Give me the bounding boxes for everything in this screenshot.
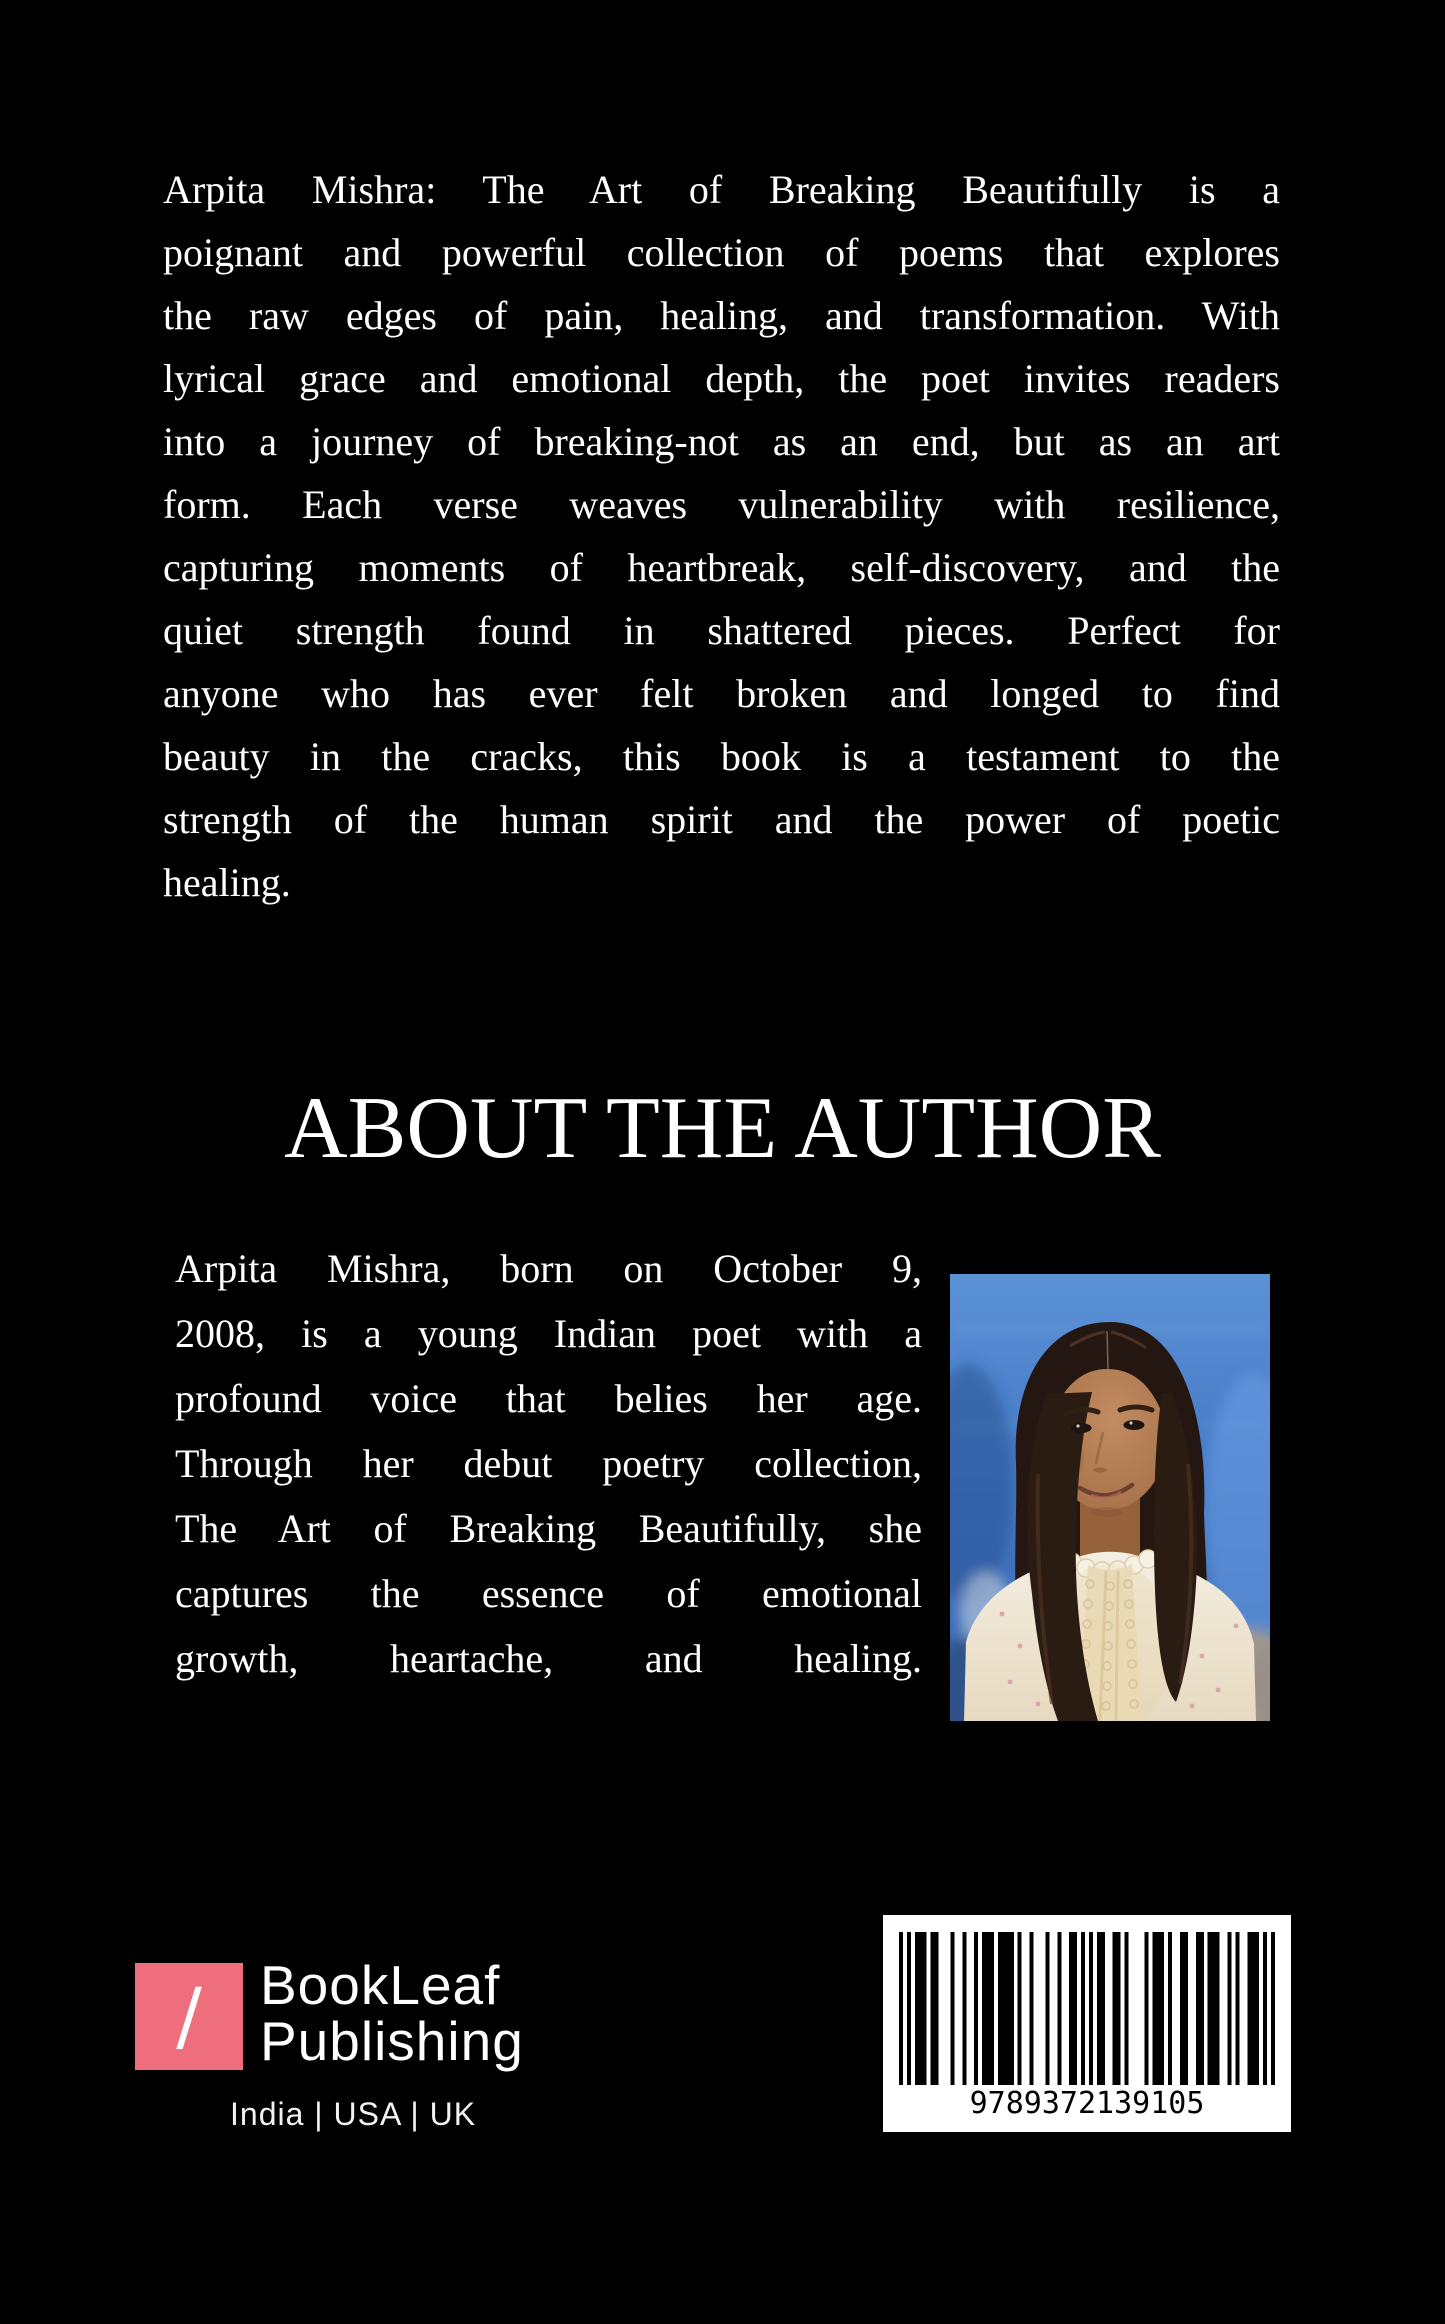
synopsis-line-9: anyone who has ever felt broken and longed to find xyxy=(163,671,1280,716)
slash-icon: / xyxy=(176,1971,202,2060)
publisher-name-line-1: BookLeaf xyxy=(260,1954,501,2016)
synopsis-line-5: into a journey of breaking-not as an end, but as an art xyxy=(163,419,1280,464)
publisher-name-line-2: Publishing xyxy=(260,2010,524,2072)
barcode-number: 9789372139105 xyxy=(969,2086,1205,2121)
synopsis-line-2: poignant and powerful collection of poems that explores xyxy=(163,230,1280,275)
bio-line-7: growth, heartache, and healing. xyxy=(175,1636,922,1681)
author-portrait-illustration xyxy=(950,1274,1270,1721)
publisher-regions: India | USA | UK xyxy=(230,2096,477,2132)
synopsis-line-7: capturing moments of heartbreak, self-discovery, and the xyxy=(163,545,1280,590)
author-photo xyxy=(950,1274,1270,1721)
synopsis-line-1: Arpita Mishra: The Art of Breaking Beautifully is a xyxy=(163,167,1280,212)
bio-line-1: Arpita Mishra, born on October 9, xyxy=(175,1246,922,1291)
bio-line-6: captures the essence of emotional xyxy=(175,1571,922,1616)
bio-line-4: Through her debut poetry collection, xyxy=(175,1441,922,1486)
synopsis xyxy=(163,158,1280,914)
bio-line-2: 2008, is a young Indian poet with a xyxy=(175,1311,922,1356)
about-the-author-heading: ABOUT THE AUTHOR xyxy=(284,1080,1161,1177)
barcode-bars xyxy=(899,1932,1275,2085)
synopsis-line-10: beauty in the cracks, this book is a testament to the xyxy=(163,734,1280,779)
synopsis-line-3: the raw edges of pain, healing, and transformation. With xyxy=(163,293,1280,338)
synopsis-line-6: form. Each verse weaves vulnerability with resilience, xyxy=(163,482,1280,527)
synopsis-line-4: lyrical grace and emotional depth, the poet invites readers xyxy=(163,356,1280,401)
publisher-logo-mark xyxy=(135,1963,243,2070)
synopsis-line-8: quiet strength found in shattered pieces. Perfect for xyxy=(163,608,1280,653)
synopsis-line-11: strength of the human spirit and the power of poetic xyxy=(163,797,1280,842)
publisher-name xyxy=(260,1954,524,2072)
bio-line-3: profound voice that belies her age. xyxy=(175,1376,922,1421)
author-bio xyxy=(175,1236,922,1691)
bio-line-5: The Art of Breaking Beautifully, she xyxy=(175,1506,922,1551)
synopsis-line-12: healing. xyxy=(163,860,291,905)
barcode xyxy=(883,1915,1291,2132)
